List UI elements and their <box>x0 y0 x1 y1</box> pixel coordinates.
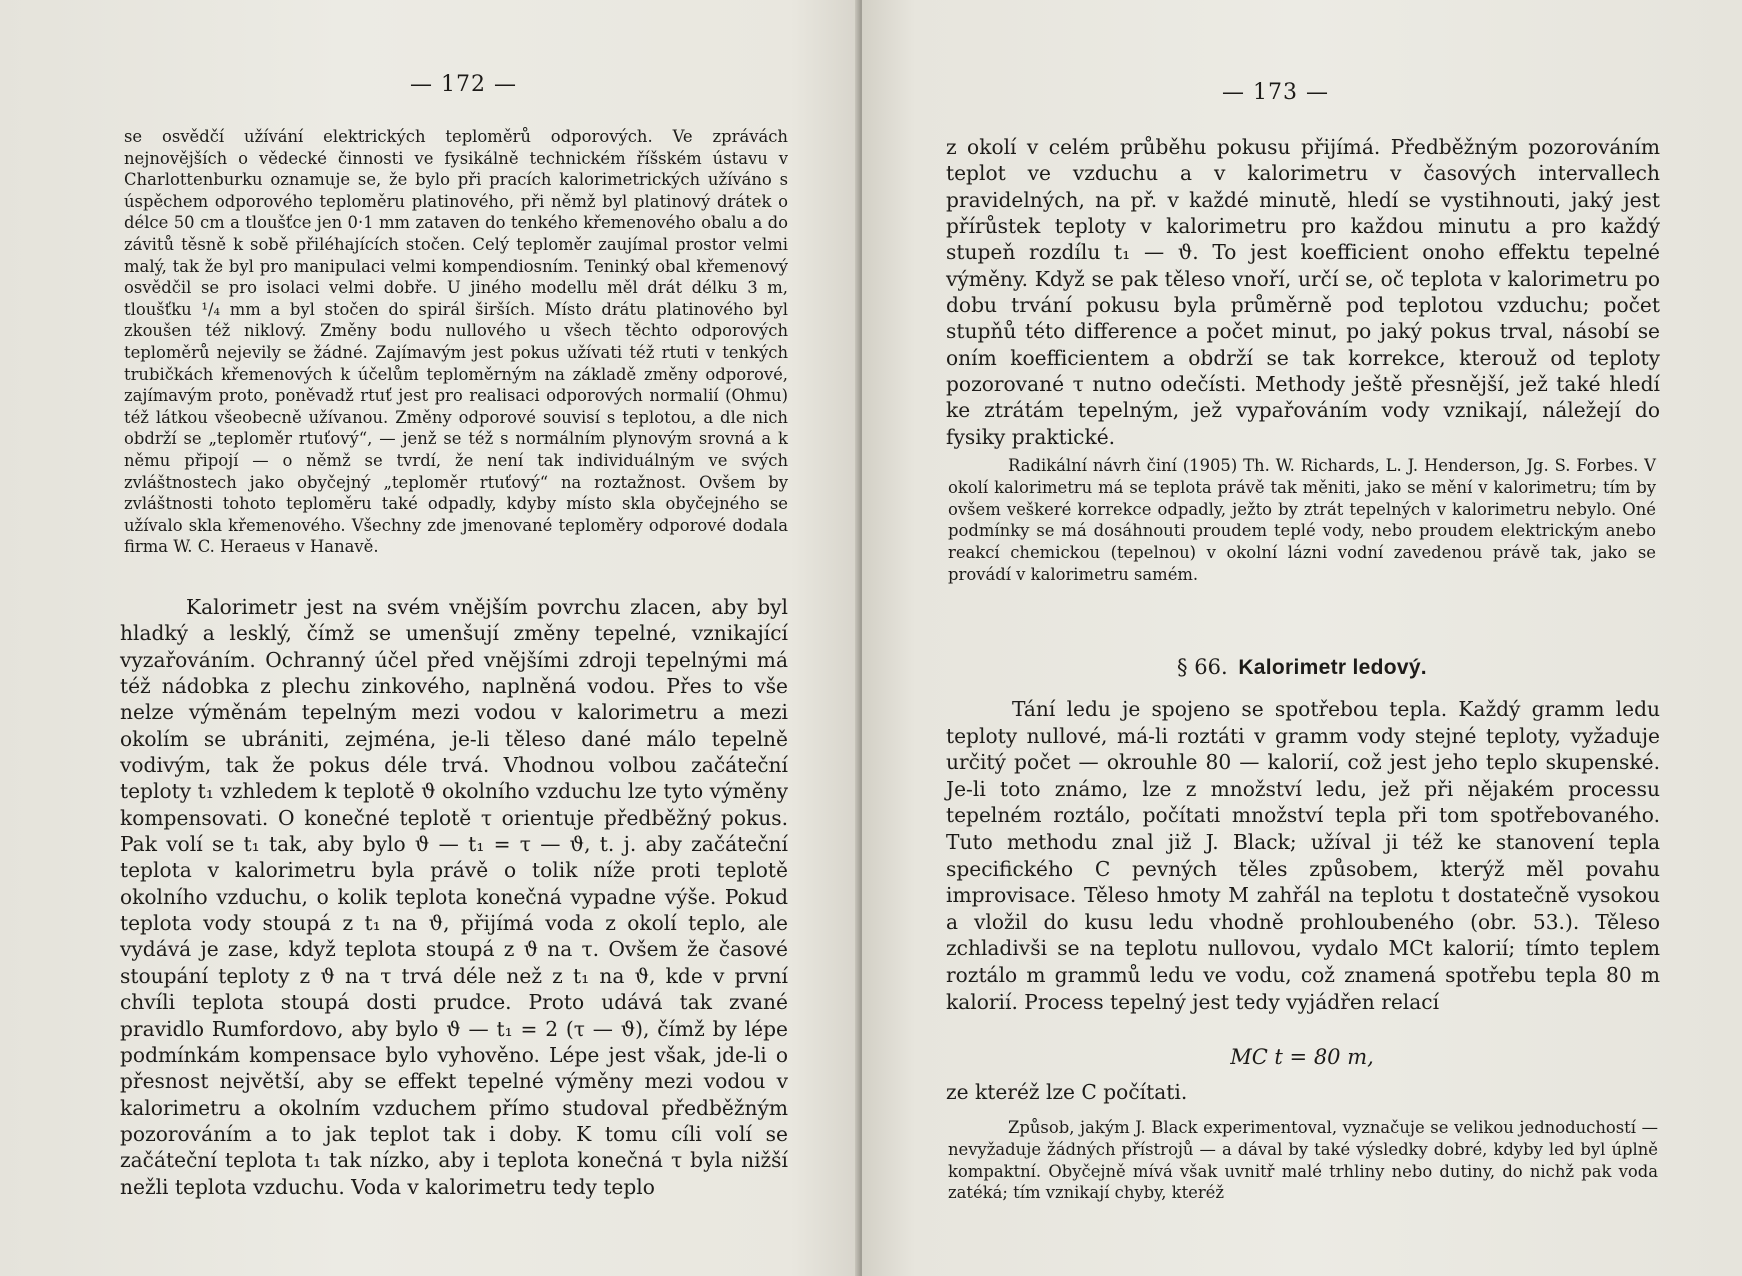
formula: MC t = 80 m, <box>1230 1045 1374 1069</box>
page-number: — 173 — <box>1222 80 1329 105</box>
section-number: § 66. <box>1177 655 1228 679</box>
footnote-text: Radikální návrh činí (1905) Th. W. Richards, L. J. Henderson, Jg. S. Forbes. V okolí kalorimetru má se teplota právě tak měniti, jako se mění v kalorimetru; tím by ovšem veškeré korrekce odpadly, ježto by ztrát tepelných v kalorimetru nebylo. Oné podmínky se má dosáhnouti proudem teplé vody, nebo proudem elektrickým anebo reakcí chemickou (tepelnou) v okolní lázni vodní zavedenou právě tak, jako se provádí v kalorimetru samém. <box>948 456 1656 584</box>
body-paragraph: z okolí v celém průběhu pokusu přijímá. Předběžným pozorováním teplot ve vzduchu a v kalorimetru v časových intervallech pravidelných, na př. v každé minutě, hledí se vystihnouti, jaký jest přírůstek teploty v kalorimetru pro každou minutu a pro každý stupeň rozdílu t₁ — ϑ. To jest koefficient onoho effektu tepelné výměny. Když se pak těleso vnoří, určí se, oč teplota v kalorimetru po dobu trvání pokusu byla průměrně pod teplotou vzduchu; počet stupňů této difference a počet minut, po jaký pokus trval, násobí se oním koefficientem a obdrží se tak korrekce, kterouž od teploty pozorované τ nutno odečísti. Methody ještě přesnější, jež také hledí ke ztrátám tepelným, jež vypařováním vody vznikají, náležejí do fysiky praktické. <box>946 135 1660 449</box>
body-paragraph: Tání ledu je spojeno se spotřebou tepla. Každý gramm ledu teploty nullové, má-li roztáti v gramm vody stejné teploty, vyžaduje určitý počet — okrouhle 80 — kalorií, což jest jeho teplo skupenské. Je-li toto známo, lze z množství ledu, jež při nějakém processu tepelném roztálo, počítati množství tepla při tom spotřebovaného. Tuto methodu znal již J. Black; užíval ji též ke stanovení tepla specifického C pevných těles způsobem, kterýž měl povahu improvisace. Těleso hmoty M zahřál na teplotu t dostatečně vysokou a vložil do kusu ledu vhodně prohloubeného (obr. 53.). Těleso zchladivši se na teplotu nullovou, vydalo MCt kalorií; tímto teplem roztálo m grammů ledu ve vodu, což znamená spotřebu tepla 80 m kalorií. Process tepelný jest tedy vyjádřen relací <box>946 697 1660 1014</box>
footnote-text: Způsob, jakým J. Black experimentoval, vyznačuje se velikou jednoduchostí — nevyžaduje žádných přístrojů — a dával by také výsledky dobré, kdyby led byl úplně kompaktní. Obyčejně mívá však uvnitř malé trhliny nebo dutiny, do nichž pak voda zatéká; tím vznikají chyby, kteréž <box>948 1118 1658 1203</box>
body-paragraph: Kalorimetr jest na svém vnějším povrchu zlacen, aby byl hladký a lesklý, čímž se umenšují změny tepelné, vznikající vyzařováním. Ochranný účel před vnějšími zdroji tepelnými má též nádobka z plechu zinkového, naplněná vodou. Přes to vše nelze výměnám tepelným mezi vodou v kalorimetru a mezi okolím se ubrániti, zejména, je-li těleso dané málo tepelně vodivým, tak že pokus déle trvá. Vhodnou volbou začáteční teploty t₁ vzhledem k teplotě ϑ okolního vzduchu lze tyto výměny kompensovati. O konečné teplotě τ orientuje předběžný pokus. Pak volí se t₁ tak, aby bylo ϑ — t₁ = τ — ϑ, t. j. aby začáteční teplota v kalorimetru byla právě o tolik níže proti teplotě okolního vzduchu, o kolik teplota konečná vypadne výše. Pokud teplota vody stoupá z t₁ na ϑ, přijímá voda z okolí teplo, ale vydává je zase, když teplota stoupá z ϑ na τ. Ovšem že časové stoupání teploty z ϑ na τ trvá déle než z t₁ na ϑ, kde v první chvíli teplota stoupá dosti prudce. Proto udává tak zvané pravidlo Rumfordovo, aby bylo ϑ — t₁ = 2 (τ — ϑ), čímž by lépe podmínkám kompensace bylo vyhověno. Lépe jest však, jde-li o přesnost největší, aby se effekt tepelné výměny mezi vodou v kalorimetru a okolním vzduchem přímo studoval předběžným pozorováním a to jak teplot tak i doby. K tomu cíli volí se začáteční teplota t₁ tak nízko, aby i teplota konečná τ byla nižší nežli teplota vzduchu. Voda v kalorimetru tedy teplo <box>120 595 788 1199</box>
section-heading <box>862 655 1742 680</box>
body-paragraph: ze kteréž lze C počítati. <box>946 1080 1188 1104</box>
page-number: — 172 — <box>410 72 517 97</box>
right-page <box>862 0 1742 1276</box>
left-page <box>0 0 860 1276</box>
section-title: Kalorimetr ledový. <box>1238 656 1427 679</box>
footnote-text: se osvědčí užívání elektrických teploměrů odporových. Ve zprávách nejnovějších o vědecké činnosti ve fysikálně technickém říšském ústavu v Charlottenburku oznamuje se, že bylo při pracích kalorimetrických užíváno s úspěchem odporového teploměru platinového, při němž byl platinový drátek o délce 50 cm a tloušťce jen 0·1 mm zataven do tenkého křemenového obalu a do závitů těsně k sobě přiléhajících stočen. Celý teploměr zaujímal prostor velmi malý, tak že byl pro manipulaci velmi kompendiosním. Teninký obal křemenový osvědčil se pro isolaci velmi dobře. U jiného modellu měl drát délku 3 m, tloušťku ¹/₄ mm a byl stočen do spirál širších. Místo drátu platinového byl zkoušen též niklový. Změny bodu nullového u všech těchto odporových teploměrů nejevily se žádné. Zajímavým jest pokus užívati též rtuti v tenkých trubičkách křemenových k účelům teploměrným na základě změny odporové, zajímavým proto, poněvadž rtuť jest pro realisaci odporových normalií (Ohmu) též látkou všeobecně užívanou. Změny odporové souvisí s teplotou, a dle nich obdrží se „teploměr rtuťový“, — jenž se též s normálním plynovým srovná a k němu připojí — o němž se tvrdí, že není tak individuálným ve svých zvláštnostech jako obyčejný „teploměr rtuťový“ na roztažnost. Ovšem by zvláštnosti tohoto teploměru také odpadly, kdyby místo skla obyčejného se užívalo skla křemenového. Všechny zde jmenované teploměry odporové dodala firma W. C. Heraeus v Hanavě. <box>124 127 788 557</box>
